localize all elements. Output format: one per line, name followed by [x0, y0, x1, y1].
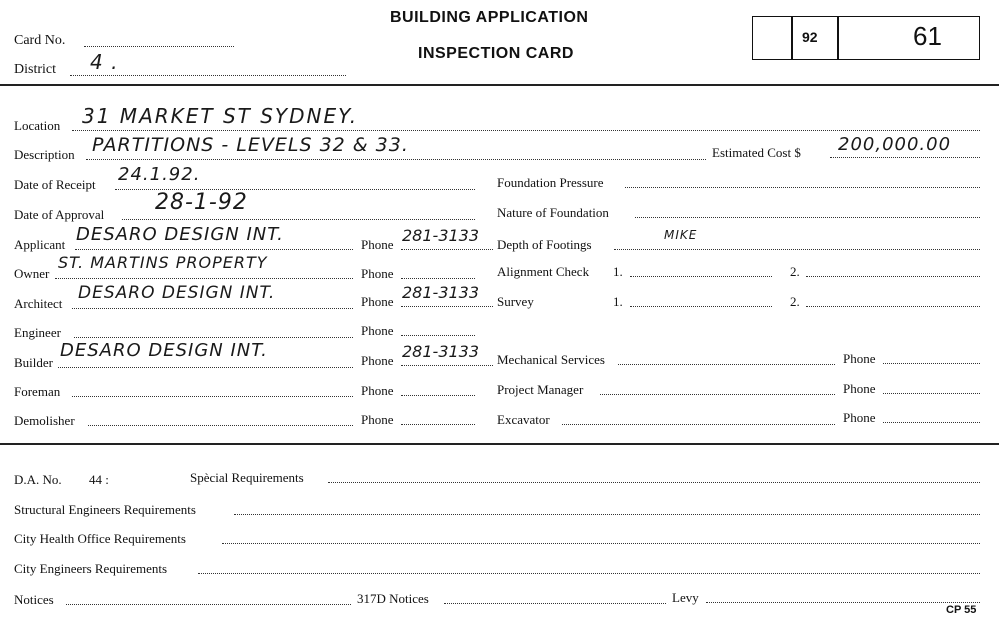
- form-code: CP 55: [946, 604, 977, 616]
- da-no-label: D.A. No.: [14, 472, 62, 487]
- project-manager-phone-field[interactable]: [883, 393, 980, 394]
- notices-317d-field[interactable]: [444, 603, 666, 604]
- date-approval-label: Date of Approval: [14, 207, 105, 222]
- structural-requirements-label: Structural Engineers Requirements: [14, 502, 196, 517]
- card-no-field[interactable]: [84, 46, 234, 47]
- owner-phone-field[interactable]: [401, 278, 475, 279]
- mechanical-label: Mechanical Services: [497, 352, 605, 367]
- description-field[interactable]: [86, 159, 706, 160]
- structural-requirements-field[interactable]: [234, 514, 980, 515]
- builder-phone-value: 281-3133: [402, 342, 480, 361]
- foundation-pressure-label: Foundation Pressure: [497, 175, 604, 190]
- survey-field-2[interactable]: [806, 306, 980, 307]
- depth-footings-field[interactable]: [614, 249, 980, 250]
- depth-footings-label: Depth of Footings: [497, 237, 592, 252]
- project-manager-phone-label: Phone: [843, 381, 876, 396]
- applicant-phone-field[interactable]: [401, 249, 493, 250]
- card-number-box: [752, 16, 980, 60]
- applicant-phone-value: 281-3133: [402, 226, 480, 245]
- demolisher-phone-field[interactable]: [401, 424, 475, 425]
- builder-phone-label: Phone: [361, 353, 394, 368]
- mechanical-phone-field[interactable]: [883, 363, 980, 364]
- owner-field[interactable]: [55, 278, 353, 279]
- foreman-phone-field[interactable]: [401, 395, 475, 396]
- architect-phone-label: Phone: [361, 294, 394, 309]
- mechanical-field[interactable]: [618, 364, 835, 365]
- location-label: Location: [14, 118, 61, 133]
- section-divider: [0, 443, 999, 445]
- excavator-field[interactable]: [562, 424, 835, 425]
- applicant-field[interactable]: [75, 249, 353, 250]
- engineer-field[interactable]: [74, 337, 353, 338]
- notices-317d-label: 317D Notices: [357, 591, 429, 606]
- alignment-check-label: Alignment Check: [497, 264, 590, 279]
- alignment-check-field-2[interactable]: [806, 276, 980, 277]
- city-engineers-requirements-label: City Engineers Requirements: [14, 561, 168, 576]
- demolisher-label: Demolisher: [14, 413, 75, 428]
- nature-foundation-field[interactable]: [635, 217, 980, 218]
- location-field[interactable]: [72, 130, 980, 131]
- demolisher-phone-label: Phone: [361, 412, 394, 427]
- alignment-check-field-1[interactable]: [630, 276, 772, 277]
- excavator-label: Excavator: [497, 412, 550, 427]
- demolisher-field[interactable]: [88, 425, 353, 426]
- da-no-value: 44 :: [89, 472, 109, 487]
- project-manager-label: Project Manager: [497, 382, 584, 397]
- excavator-phone-label: Phone: [843, 410, 876, 425]
- notices-field[interactable]: [66, 604, 351, 605]
- date-receipt-value: 24.1.92.: [118, 164, 201, 185]
- special-requirements-field[interactable]: [328, 482, 980, 483]
- levy-field[interactable]: [706, 602, 980, 603]
- project-manager-field[interactable]: [600, 394, 835, 395]
- owner-label: Owner: [14, 266, 50, 281]
- foreman-label: Foreman: [14, 384, 61, 399]
- applicant-phone-label: Phone: [361, 237, 394, 252]
- applicant-value: DESARO DESIGN INT.: [76, 224, 284, 245]
- alignment-num1: 1.: [613, 264, 623, 279]
- card-number-small: 92: [802, 29, 818, 45]
- estimated-cost-field[interactable]: [830, 157, 980, 158]
- engineer-phone-label: Phone: [361, 323, 394, 338]
- district-field[interactable]: [70, 75, 346, 76]
- alignment-num2: 2.: [790, 264, 800, 279]
- district-value: 4 .: [90, 50, 119, 74]
- survey-num1: 1.: [613, 294, 623, 309]
- owner-value: ST. MARTINS PROPERTY: [58, 253, 268, 272]
- location-value: 31 MARKET ST SYDNEY.: [82, 104, 359, 128]
- form-title-line2: INSPECTION CARD: [418, 45, 574, 62]
- engineer-phone-field[interactable]: [401, 335, 475, 336]
- date-approval-value: 28-1-92: [155, 190, 248, 215]
- notices-label: Notices: [14, 592, 54, 607]
- card-no-label: Card No.: [14, 33, 66, 48]
- date-approval-field[interactable]: [122, 219, 475, 220]
- depth-footings-value: MIKE: [664, 228, 698, 242]
- architect-label: Architect: [14, 296, 63, 311]
- description-label: Description: [14, 147, 75, 162]
- header-divider: [0, 84, 999, 86]
- builder-label: Builder: [14, 355, 53, 370]
- district-label: District: [14, 62, 56, 77]
- survey-label: Survey: [497, 294, 534, 309]
- builder-field[interactable]: [58, 367, 353, 368]
- builder-phone-field[interactable]: [401, 365, 493, 366]
- architect-field[interactable]: [72, 308, 353, 309]
- levy-label: Levy: [672, 590, 699, 605]
- health-requirements-field[interactable]: [222, 543, 980, 544]
- survey-field-1[interactable]: [630, 306, 772, 307]
- health-requirements-label: City Health Office Requirements: [14, 531, 186, 546]
- estimated-cost-label: Estimated Cost $: [712, 145, 801, 160]
- owner-phone-label: Phone: [361, 266, 394, 281]
- architect-phone-value: 281-3133: [402, 283, 480, 302]
- description-value: PARTITIONS - LEVELS 32 & 33.: [92, 134, 409, 156]
- builder-value: DESARO DESIGN INT.: [60, 340, 268, 361]
- applicant-label: Applicant: [14, 237, 66, 252]
- estimated-cost-value: 200,000.00: [838, 134, 952, 155]
- excavator-phone-field[interactable]: [883, 422, 980, 423]
- card-number-large: 61: [913, 21, 942, 51]
- date-receipt-label: Date of Receipt: [14, 177, 96, 192]
- architect-value: DESARO DESIGN INT.: [78, 283, 276, 303]
- foreman-field[interactable]: [72, 396, 353, 397]
- mechanical-phone-label: Phone: [843, 351, 876, 366]
- foreman-phone-label: Phone: [361, 383, 394, 398]
- nature-foundation-label: Nature of Foundation: [497, 205, 609, 220]
- city-engineers-requirements-field[interactable]: [198, 573, 980, 574]
- survey-num2: 2.: [790, 294, 800, 309]
- architect-phone-field[interactable]: [401, 306, 493, 307]
- foundation-pressure-field[interactable]: [625, 187, 980, 188]
- engineer-label: Engineer: [14, 325, 61, 340]
- special-requirements-label: Spècial Requirements: [190, 470, 304, 485]
- form-title-line1: BUILDING APPLICATION: [390, 9, 589, 26]
